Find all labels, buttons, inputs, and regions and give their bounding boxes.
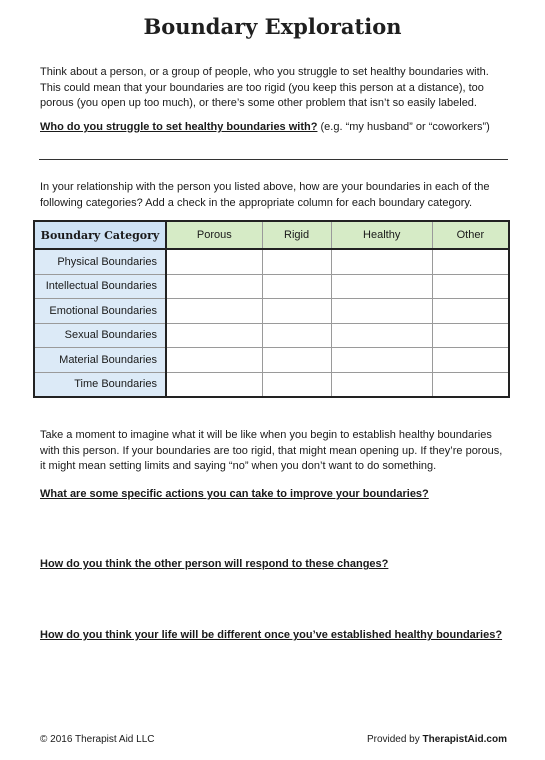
check-cell-physical-other[interactable]	[432, 249, 509, 274]
header-other: Other	[432, 221, 509, 249]
check-cell-sexual-other[interactable]	[432, 323, 509, 348]
reflection-paragraph: Take a moment to imagine what it will be like when you begin to establish healthy boundaries with this person. If your boundaries are too rigid, that might mean opening up. If they’re porous, it might mean setting limits and saying “no” when you don’t want to do something.	[40, 429, 503, 472]
footer-brand: TherapistAid.com	[422, 734, 507, 745]
check-cell-time-rigid[interactable]	[262, 372, 331, 397]
check-cell-material-other[interactable]	[432, 348, 509, 373]
row-label-time: Time Boundaries	[34, 372, 166, 397]
check-cell-intellectual-rigid[interactable]	[262, 274, 331, 299]
row-label-material: Material Boundaries	[34, 348, 166, 373]
table-row	[34, 299, 509, 324]
table-intro-paragraph: In your relationship with the person you listed above, how are your boundaries in each of the following categories? Add a check in the appropriate column for each boundary category.	[40, 181, 490, 209]
check-cell-sexual-porous[interactable]	[166, 323, 262, 348]
check-cell-physical-porous[interactable]	[166, 249, 262, 274]
question-life: How do you think your life will be different once you’ve established healthy boundaries?	[40, 629, 503, 641]
header-rigid: Rigid	[262, 221, 331, 249]
table-row	[34, 323, 509, 348]
answer-line[interactable]	[39, 159, 508, 160]
question-who-hint: (e.g. “my husband” or “coworkers”)	[317, 121, 490, 133]
check-cell-sexual-healthy[interactable]	[331, 323, 432, 348]
page-title: Boundary Exploration	[143, 14, 402, 39]
check-cell-time-porous[interactable]	[166, 372, 262, 397]
check-cell-material-porous[interactable]	[166, 348, 262, 373]
check-cell-intellectual-porous[interactable]	[166, 274, 262, 299]
footer-provided-prefix: Provided by	[366, 734, 423, 745]
table-row	[34, 274, 509, 299]
header-porous: Porous	[166, 221, 262, 249]
check-cell-emotional-healthy[interactable]	[331, 299, 432, 324]
footer-provided-by	[367, 734, 507, 745]
check-cell-emotional-other[interactable]	[432, 299, 509, 324]
table-row	[34, 249, 509, 274]
question-actions: What are some specific actions you can take to improve your boundaries?	[40, 488, 429, 500]
check-cell-intellectual-healthy[interactable]	[331, 274, 432, 299]
header-boundary-category: Boundary Category	[34, 221, 166, 249]
check-cell-emotional-rigid[interactable]	[262, 299, 331, 324]
check-cell-emotional-porous[interactable]	[166, 299, 262, 324]
check-cell-material-healthy[interactable]	[331, 348, 432, 373]
check-cell-physical-healthy[interactable]	[331, 249, 432, 274]
question-who	[40, 120, 510, 135]
table-row	[34, 348, 509, 373]
table-header-row	[34, 221, 509, 249]
check-cell-material-rigid[interactable]	[262, 348, 331, 373]
check-cell-time-healthy[interactable]	[331, 372, 432, 397]
row-label-emotional: Emotional Boundaries	[34, 299, 166, 324]
header-healthy: Healthy	[331, 221, 432, 249]
check-cell-intellectual-other[interactable]	[432, 274, 509, 299]
check-cell-time-other[interactable]	[432, 372, 509, 397]
check-cell-sexual-rigid[interactable]	[262, 323, 331, 348]
table-row	[34, 372, 509, 397]
intro-paragraph: Think about a person, or a group of people, who you struggle to set healthy boundaries with. This could mean that your boundaries are too rigid (you keep this person at a distance), too porous (you open up too much), or there’s some other problem that isn’t so easily labeled.	[40, 66, 489, 109]
check-cell-physical-rigid[interactable]	[262, 249, 331, 274]
question-who-label: Who do you struggle to set healthy boundaries with?	[40, 121, 318, 133]
question-response: How do you think the other person will respond to these changes?	[40, 558, 389, 570]
row-label-physical: Physical Boundaries	[34, 249, 166, 274]
boundary-table	[33, 220, 510, 398]
row-label-sexual: Sexual Boundaries	[34, 323, 166, 348]
footer-copyright: © 2016 Therapist Aid LLC	[40, 734, 155, 745]
row-label-intellectual: Intellectual Boundaries	[34, 274, 166, 299]
